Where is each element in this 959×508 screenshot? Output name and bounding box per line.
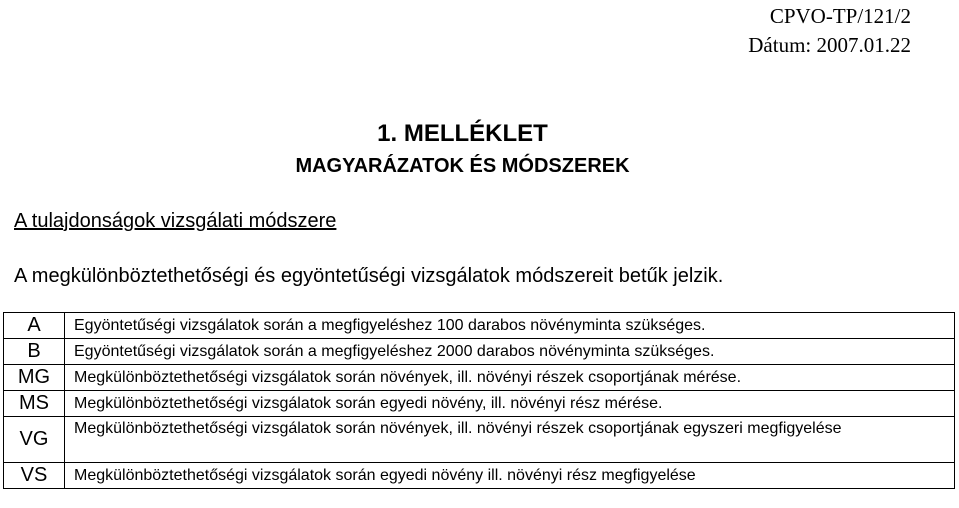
table-row <box>4 365 955 391</box>
annex-subtitle: MAGYARÁZATOK ÉS MÓDSZEREK <box>295 155 630 177</box>
section-heading: A tulajdonságok vizsgálati módszere <box>14 210 337 232</box>
method-code: VG <box>4 417 65 463</box>
method-code: B <box>4 339 65 365</box>
method-code: VS <box>4 463 65 489</box>
method-code: MS <box>4 391 65 417</box>
method-description: Megkülönböztethetőségi vizsgálatok során egyedi növény ill. növényi rész megfigyelése <box>65 463 955 489</box>
method-description: Egyöntetűségi vizsgálatok során a megfigyeléshez 100 darabos növényminta szükséges. <box>65 313 955 339</box>
method-description: Megkülönböztethetőségi vizsgálatok során növények, ill. növényi részek csoportjának egyszeri megfigyelése <box>65 417 955 463</box>
method-description: Egyöntetűségi vizsgálatok során a megfigyeléshez 2000 darabos növényminta szükséges. <box>65 339 955 365</box>
table-row <box>4 463 955 489</box>
method-code: MG <box>4 365 65 391</box>
table-row <box>4 339 955 365</box>
method-description: Megkülönböztethetőségi vizsgálatok során egyedi növény, ill. növényi rész mérése. <box>65 391 955 417</box>
table-row <box>4 313 955 339</box>
document-date: Dátum: 2007.01.22 <box>748 33 911 57</box>
table-row <box>4 391 955 417</box>
method-description: Megkülönböztethetőségi vizsgálatok során növények, ill. növényi részek csoportjának mérése. <box>65 365 955 391</box>
method-codes-table <box>3 312 955 489</box>
document-reference <box>748 2 911 60</box>
table-row <box>4 417 955 463</box>
annex-title: 1. MELLÉKLET <box>377 120 548 147</box>
intro-text: A megkülönböztethetőségi és egyöntetűségi vizsgálatok módszereit betűk jelzik. <box>14 265 724 287</box>
method-code: A <box>4 313 65 339</box>
document-number: CPVO-TP/121/2 <box>769 4 911 28</box>
